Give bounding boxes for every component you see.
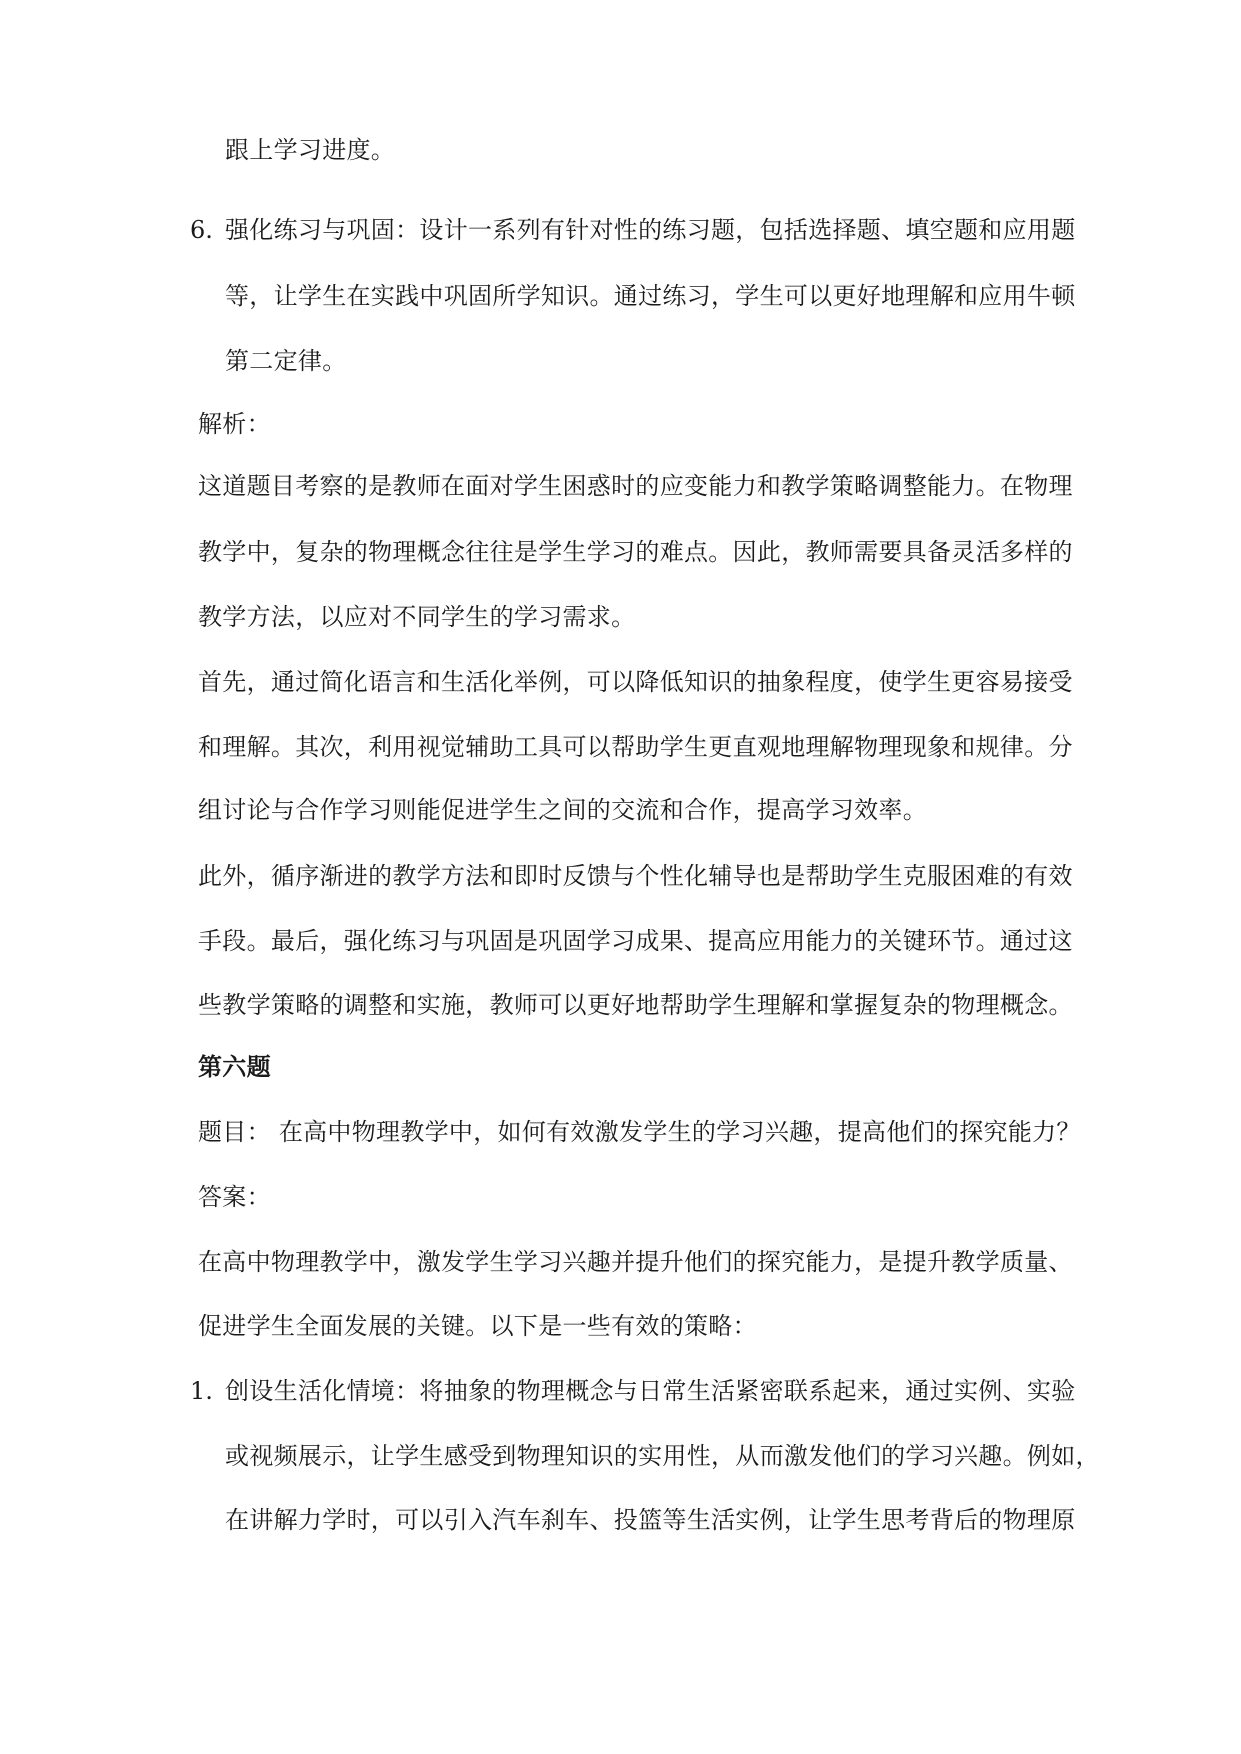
analysis-para-3-line-2: 手段。最后，强化练习与巩固是巩固学习成果、提高应用能力的关键环节。通过这 <box>198 927 1073 955</box>
answer-intro-line-2: 促进学生全面发展的关键。以下是一些有效的策略： <box>198 1312 757 1340</box>
continuation-text: 跟上学习进度。 <box>225 136 396 164</box>
analysis-para-1-line-2: 教学中，复杂的物理概念往往是学生学习的难点。因此，教师需要具备灵活多样的 <box>198 538 1073 566</box>
analysis-para-3-line-1: 此外，循序渐进的教学方法和即时反馈与个性化辅导也是帮助学生克服困难的有效 <box>198 862 1073 890</box>
strategy-item-1-line-3: 在讲解力学时，可以引入汽车刹车、投篮等生活实例，让学生思考背后的物理原 <box>225 1506 1076 1534</box>
analysis-para-3-line-3: 些教学策略的调整和实施，教师可以更好地帮助学生理解和掌握复杂的物理概念。 <box>198 991 1073 1019</box>
analysis-para-2-line-3: 组讨论与合作学习则能促进学生之间的交流和合作，提高学习效率。 <box>198 796 927 824</box>
analysis-para-1-line-1: 这道题目考察的是教师在面对学生困惑时的应变能力和教学策略调整能力。在物理 <box>198 472 1073 500</box>
strategy-item-1-line-2: 或视频展示，让学生感受到物理知识的实用性，从而激发他们的学习兴趣。例如， <box>225 1442 1100 1470</box>
strategy-item-1-line-1: 创设生活化情境：将抽象的物理概念与日常生活紧密联系起来，通过实例、实验 <box>225 1377 1076 1405</box>
list-number-1: 1. <box>190 1377 213 1405</box>
section-heading: 第六题 <box>198 1052 271 1081</box>
question-text: 题目： 在高中物理教学中，如何有效激发学生的学习兴趣，提高他们的探究能力？ <box>198 1118 1081 1146</box>
analysis-para-2-line-2: 和理解。其次，利用视觉辅助工具可以帮助学生更直观地理解物理现象和规律。分 <box>198 733 1073 761</box>
list-number-6: 6. <box>190 216 213 244</box>
list-item-6-line-3: 第二定律。 <box>225 347 347 375</box>
answer-label: 答案： <box>198 1183 271 1211</box>
analysis-label: 解析： <box>198 410 271 438</box>
list-item-6-line-2: 等，让学生在实践中巩固所学知识。通过练习，学生可以更好地理解和应用牛顿 <box>225 282 1076 310</box>
analysis-para-2-line-1: 首先，通过简化语言和生活化举例，可以降低知识的抽象程度，使学生更容易接受 <box>198 668 1073 696</box>
list-item-6-line-1: 强化练习与巩固：设计一系列有针对性的练习题，包括选择题、填空题和应用题 <box>225 216 1076 244</box>
analysis-para-1-line-3: 教学方法，以应对不同学生的学习需求。 <box>198 603 636 631</box>
answer-intro-line-1: 在高中物理教学中，激发学生学习兴趣并提升他们的探究能力，是提升教学质量、 <box>198 1248 1073 1276</box>
